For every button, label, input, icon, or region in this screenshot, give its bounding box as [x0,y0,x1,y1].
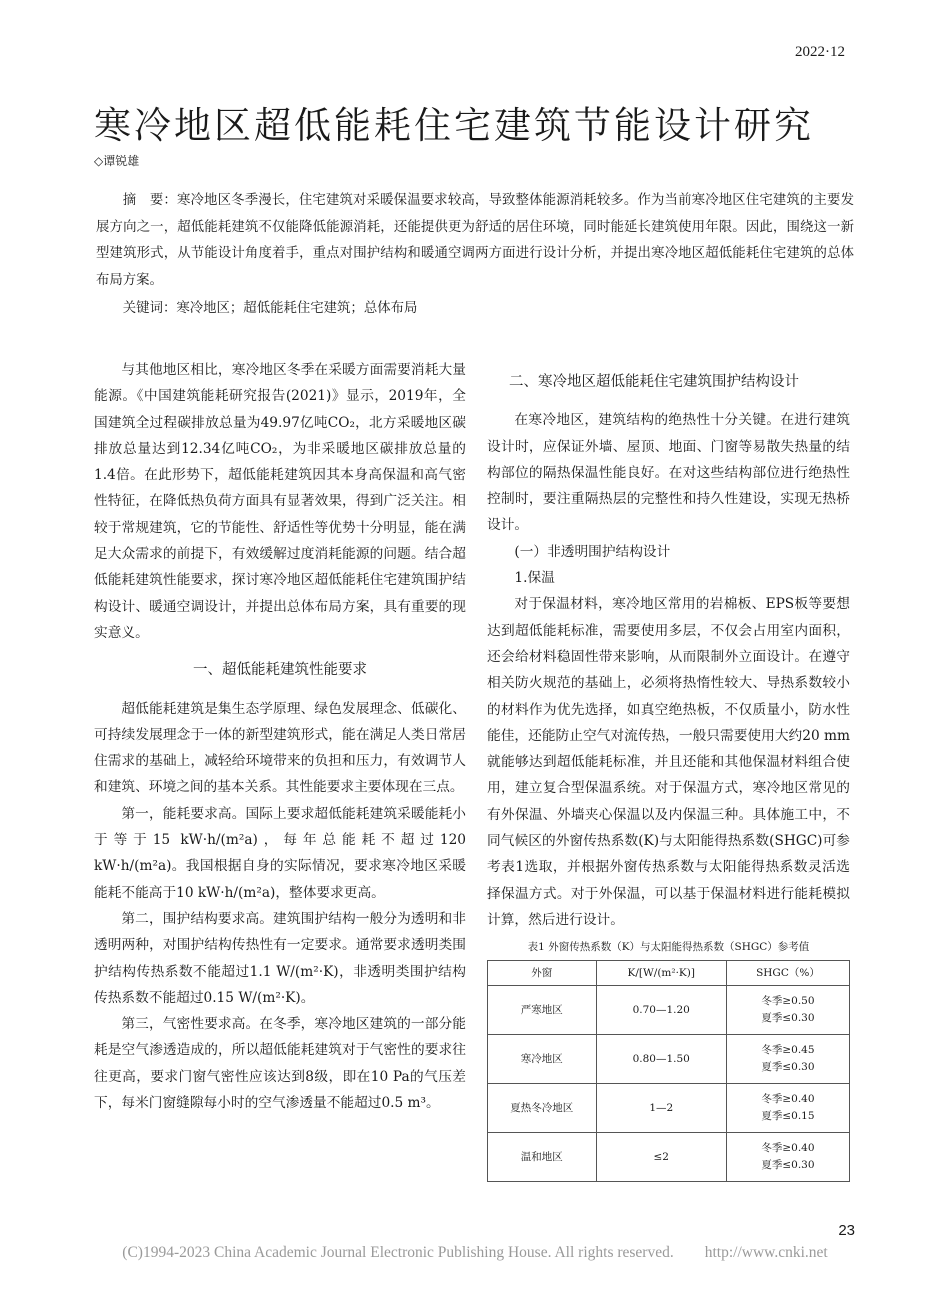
subsubsection-heading: 1.保温 [514,570,555,587]
region-cell: 寒冷地区 [488,1035,597,1084]
intro-paragraph: 与其他地区相比，寒冷地区冬季在采暖方面需要消耗大量能源。《中国建筑能耗研究报告(2021)》显示，2019年，全国建筑全过程碳排放总量为49.97亿吨CO₂，北方采暖地区碳排放总量达到12.34亿吨CO₂，为非采暖地区碳排放总量的1.4倍。在此形势下，超低能耗建筑因其本身高保温和高气密性特征，在降低热负荷方面具有显著效果，得到广泛关注。相较于常规建筑，它的节能性、舒适性等优势十分明显，能在满足大众需求的前提下，有效缓解过度消耗能源的问题。结合超低能耗建筑性能要求，探讨寒冷地区超低能耗住宅建筑围护结构设计、暖通空调设计，并提出总体布局方案，具有重要的现实意义。 [94,362,466,641]
reference-table [487,960,850,1182]
shgc-summer: 夏季≤0.30 [761,1012,815,1025]
shgc-cell [726,1035,849,1084]
body-paragraph: 在寒冷地区，建筑结构的绝热性十分关键。在进行建筑设计时，应保证外墙、屋顶、地面、门窗等易散失热量的结构部位的隔热保温性能良好。在对这些结构部位进行绝热性控制时，要注重隔热层的完整性和持久性建设，实现无热桥设计。 [487,412,850,534]
k-value-cell: ≤2 [596,1133,726,1182]
table-header-cell: 外窗 [488,961,597,986]
k-value-cell: 0.70—1.20 [596,986,726,1035]
shgc-cell [726,1084,849,1133]
keywords: 关键词：寒冷地区；超低能耗住宅建筑；总体布局 [122,301,418,316]
table-header-row [488,961,850,986]
shgc-winter: 冬季≥0.40 [761,1093,815,1106]
shgc-summer: 夏季≤0.30 [761,1159,815,1172]
subsection-heading: (一）非透明围护结构设计 [514,543,671,560]
table-row [488,1035,850,1084]
copyright-footer: (C)1994-2023 China Academic Journal Electronic Publishing House. All rights reserved. http://www.cnki.net [122,1244,828,1261]
shgc-winter: 冬季≥0.40 [761,1142,815,1155]
table-row [488,1133,850,1182]
author: ◇谭锐雄 [94,154,140,168]
shgc-summer: 夏季≤0.30 [761,1061,815,1074]
shgc-winter: 冬季≥0.50 [761,995,815,1008]
body-paragraph: 第一，能耗要求高。国际上要求超低能耗建筑采暖能耗小于等于15 kW·h/(m²a)，每年总能耗不超过120 kW·h/(m²a)。我国根据自身的实际情况，要求寒冷地区采暖能耗不能高于10 kW·h/(m²a)，整体要求更高。 [94,805,466,901]
page-number: 23 [838,1222,855,1239]
right-column [487,357,850,1182]
abstract: 摘 要：寒冷地区冬季漫长，住宅建筑对采暖保温要求较高，导致整体能源消耗较多。作为当前寒冷地区住宅建筑的主要发展方向之一，超低能耗建筑不仅能降低能源消耗，还能提供更为舒适的居住环境，同时能延长建筑使用年限。因此，围绕这一新型建筑形式，从节能设计角度着手，重点对围护结构和暖通空调两方面进行设计分析，并提出寒冷地区超低能耗住宅建筑的总体布局方案。 [96,193,854,288]
body-paragraph: 超低能耗建筑是集生态学原理、绿色发展理念、低碳化、可持续发展理念于一体的新型建筑形式，能在满足人类日常居住需求的基础上，减轻给环境带来的负担和压力，有效调节人和建筑、环境之间的基本关系。其性能要求主要体现在三点。 [94,700,466,796]
k-value-cell: 0.80—1.50 [596,1035,726,1084]
table-caption: 表1 外窗传热系数（K）与太阳能得热系数（SHGC）参考值 [527,941,810,954]
table-row [488,986,850,1035]
shgc-summer: 夏季≤0.15 [761,1110,815,1123]
section-heading-1: 一、超低能耗建筑性能要求 [193,662,367,679]
k-value-cell: 1—2 [596,1084,726,1133]
left-column [94,357,466,1116]
body-paragraph: 第二，围护结构要求高。建筑围护结构一般分为透明和非透明两种，对围护结构传热性有一定要求。通常要求透明类围护结构传热系数不能超过1.1 W/(m²·K)，非透明类围护结构传热系数不能超过0.15 W/(m²·K)。 [94,910,466,1006]
region-cell: 温和地区 [488,1133,597,1182]
table-row [488,1084,850,1133]
body-paragraph: 对于保温材料，寒冷地区常用的岩棉板、EPS板等要想达到超低能耗标准，需要使用多层，不仅会占用室内面积，还会给材料稳固性带来影响，从而限制外立面设计。在遵守相关防火规范的基础上，必须将热惰性较大、导热系数较小的材料作为优先选择，如真空绝热板，不仅质量小，防水性能佳，还能防止空气对流传热，一般只需要使用大约20 mm就能够达到超低能耗标准，并且还能和其他保温材料组合使用，建立复合型保温系统。对于保温方式，寒冷地区常见的有外保温、外墙夹心保温以及内保温三种。具体施工中，不同气候区的外窗传热系数(K)与太阳能得热系数(SHGC)可参考表1选取，并根据外窗传热系数与太阳能得热系数灵活选择保温方式。对于外保温，可以基于保温材料进行能耗模拟计算，然后进行设计。 [487,596,850,928]
shgc-cell [726,1133,849,1182]
body-paragraph: 第三，气密性要求高。在冬季，寒冷地区建筑的一部分能耗是空气渗透造成的，所以超低能耗建筑对于气密性的要求往往更高，要求门窗气密性应该达到8级，即在10 Pa的气压差下，每米门窗缝隙每小时的空气渗透量不能超过0.5 m³。 [94,1016,466,1112]
issue-number: 2022·12 [795,44,845,60]
section-heading-2: 二、寒冷地区超低能耗住宅建筑围护结构设计 [509,374,799,390]
table-header-cell: K/[W/(m²·K)] [596,961,726,986]
region-cell: 严寒地区 [488,986,597,1035]
shgc-cell [726,986,849,1035]
page-title: 寒冷地区超低能耗住宅建筑节能设计研究 [94,104,814,147]
table-header-cell: SHGC（%） [726,961,849,986]
shgc-winter: 冬季≥0.45 [761,1044,815,1057]
region-cell: 夏热冬冷地区 [488,1084,597,1133]
